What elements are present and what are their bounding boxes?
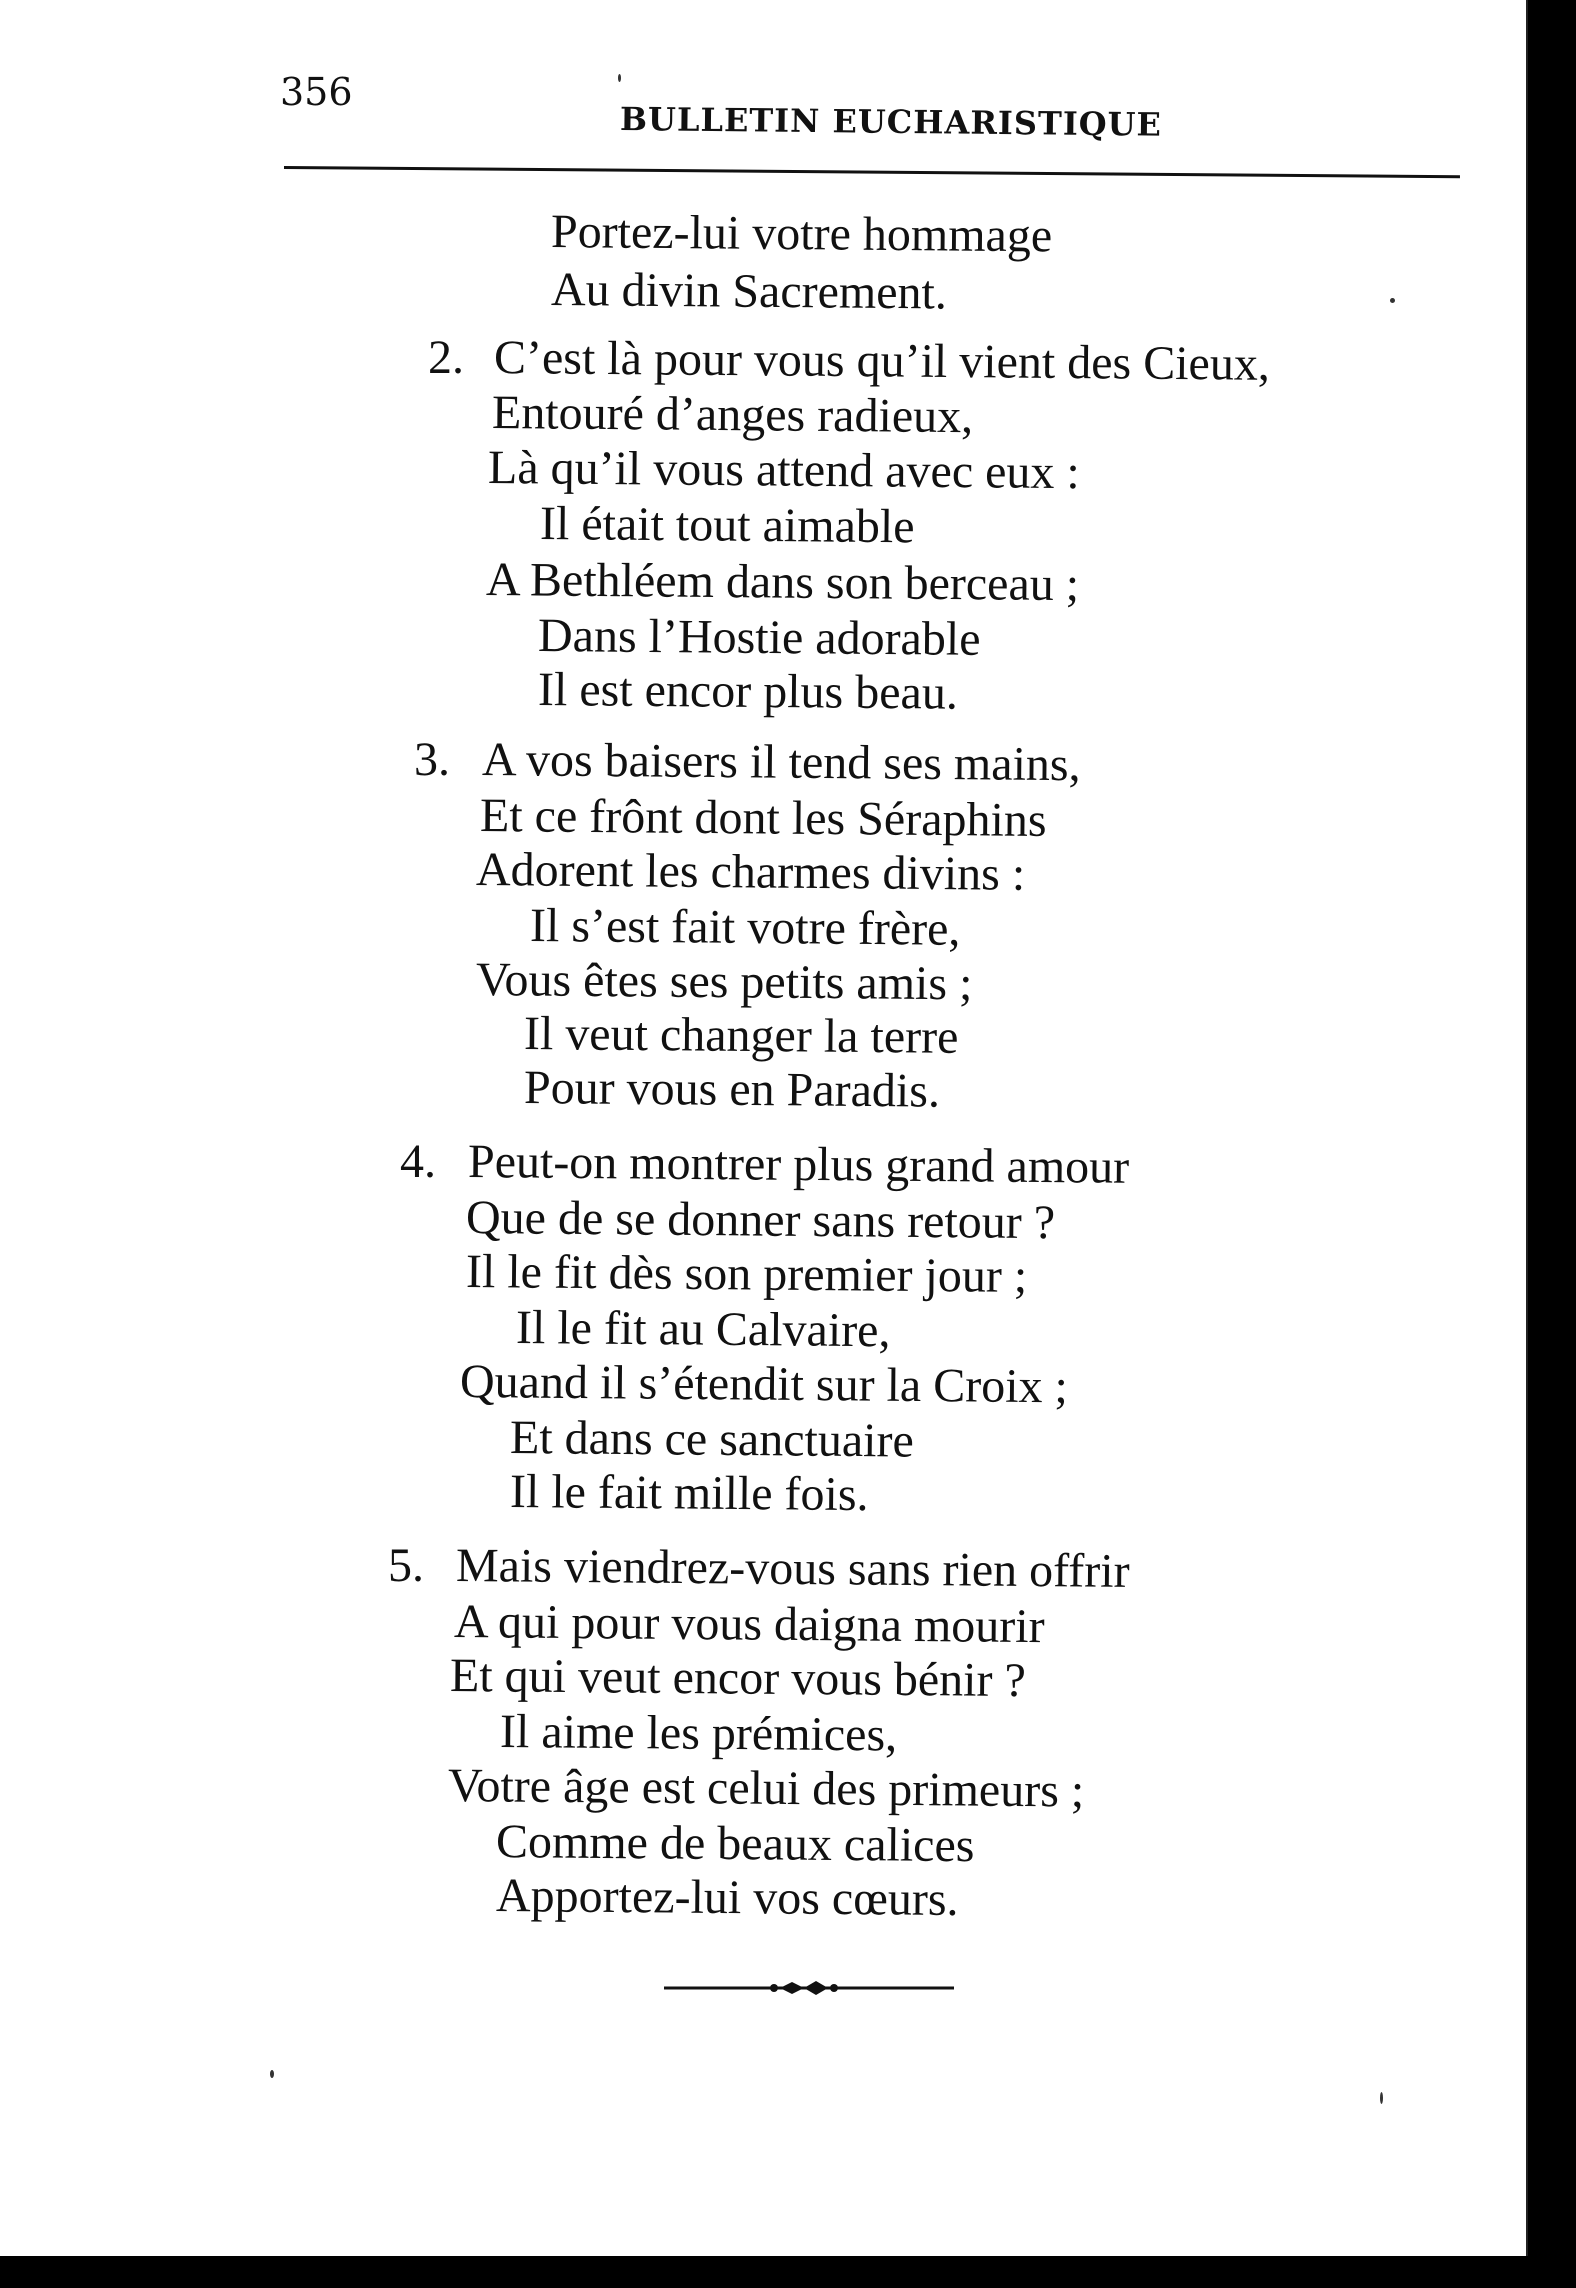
poem-line: Il s’est fait votre frère, xyxy=(529,899,961,956)
stanza-number: 4. xyxy=(400,1135,436,1188)
poem-line: A vos baisers il tend ses mains, xyxy=(481,733,1081,792)
poem-line: Que de se donner sans retour ? xyxy=(465,1191,1056,1250)
poem-line: Il le fait mille fois. xyxy=(509,1465,869,1522)
poem-line: Vous êtes ses petits amis ; xyxy=(475,953,973,1011)
page-number: 356 xyxy=(280,70,353,114)
poem-line: Portez-lui votre hommage xyxy=(550,205,1053,263)
stanza-number: 3. xyxy=(414,733,450,786)
poem-line: Entouré d’anges radieux, xyxy=(491,386,974,444)
scan-border-bottom xyxy=(0,2256,1576,2288)
poem-line: Il aime les prémices, xyxy=(499,1705,898,1762)
poem-line: Apportez-lui vos cœurs. xyxy=(495,1869,959,1927)
poem-line: Il le fit dès son premier jour ; xyxy=(465,1245,1028,1303)
poem-line: A Bethléem dans son berceau ; xyxy=(485,553,1080,612)
poem-line: Il est encor plus beau. xyxy=(537,663,959,720)
poem-line: Comme de beaux calices xyxy=(495,1815,975,1873)
poem-line: C’est là pour vous qu’il vient des Cieux, xyxy=(493,331,1271,391)
scan-speck xyxy=(1390,298,1395,303)
ornament-divider xyxy=(664,1978,954,1998)
poem-line: Il le fit au Calvaire, xyxy=(515,1301,891,1358)
poem-line: Au divin Sacrement. xyxy=(550,263,948,320)
stanza-number: 2. xyxy=(428,331,464,384)
poem-line: Et dans ce sanctuaire xyxy=(509,1411,915,1468)
poem-line: Peut-on montrer plus grand amour xyxy=(467,1135,1130,1194)
header-rule xyxy=(284,166,1460,178)
poem-line: Votre âge est celui des primeurs ; xyxy=(447,1759,1085,1818)
scan-border-right xyxy=(1528,0,1576,2288)
poem-line: Il veut changer la terre xyxy=(523,1007,959,1064)
scan-speck xyxy=(270,2070,274,2078)
poem-line: Là qu’il vous attend avec eux : xyxy=(487,441,1081,500)
stanza-number: 5. xyxy=(388,1539,424,1592)
poem-line: Et qui veut encor vous bénir ? xyxy=(449,1649,1027,1708)
poem-line: Dans l’Hostie adorable xyxy=(537,609,981,666)
poem-line: Il était tout aimable xyxy=(539,497,915,554)
scan-speck xyxy=(618,74,621,82)
running-head: BULLETIN EUCHARISTIQUE xyxy=(619,100,1163,144)
poem-line: Mais viendrez-vous sans rien offrir xyxy=(455,1539,1130,1598)
poem-line: Adorent les charmes divins : xyxy=(475,843,1026,901)
poem-line: Quand il s’étendit sur la Croix ; xyxy=(459,1355,1069,1414)
scan-speck xyxy=(1380,2092,1383,2104)
poem-line: Pour vous en Paradis. xyxy=(523,1061,941,1118)
poem-line: A qui pour vous daigna mourir xyxy=(453,1595,1045,1654)
poem-line: Et ce frônt dont les Séraphins xyxy=(479,789,1047,847)
